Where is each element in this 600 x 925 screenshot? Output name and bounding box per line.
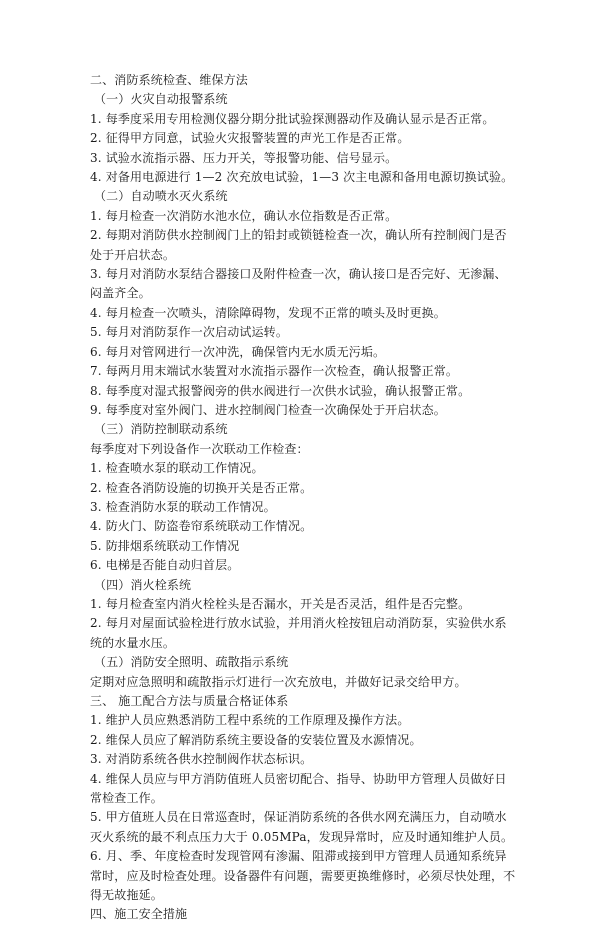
text-line: 4. 每月检查一次喷头，清除障碍物，发现不正常的喷头及时更换。 [90,305,446,320]
subsection-heading: （四）消火栓系统 [94,577,192,592]
text-line: 5. 防排烟系统联动工作情况 [90,538,240,553]
text-line: 1. 维护人员应熟悉消防工程中系统的工作原理及操作方法。 [90,713,410,728]
text-line: 4. 维保人员应与甲方消防值班人员密切配合、指导、协助甲方管理人员做好日 [90,771,507,786]
text-line: 3. 检查消防水泵的联动工作情况。 [90,499,276,514]
text-line: 3. 试验水流指示器、压力开关，等报警功能、信号显示。 [90,150,398,165]
text-line: 2. 检查各消防设施的切换开关是否正常。 [90,480,313,495]
text-line: 定期对应急照明和疏散指示灯进行一次充放电，并做好记录交给甲方。 [90,674,467,689]
text-line: 每季度对下列设备作一次联动工作检查： [90,441,309,456]
text-line: 3. 每月对消防水泵结合器接口及附件检查一次，确认接口是否完好、无渗漏、 [90,267,507,282]
text-line: 8. 每季度对湿式报警阀旁的供水阀进行一次供水试验，确认报警正常。 [90,383,471,398]
text-line: 2. 每月对屋面试验栓进行放水试验，并用消火栓按钮启动消防泵，实验供水系 [90,616,507,631]
text-line: 9. 每季度对室外阀门、进水控制阀门检查一次确保处于开启状态。 [90,402,446,417]
document-body [90,71,522,925]
text-line: 1. 每月检查一次消防水池水位，确认水位指数是否正常。 [90,208,398,223]
text-line: 得无故拖延。 [90,888,163,903]
text-line: 6. 电梯是否能自动归首层。 [90,558,240,573]
text-line: 5. 每月对消防泵作一次启动试运转。 [90,325,288,340]
text-line: 2. 征得甲方同意，试验火灾报警装置的声光工作是否正常。 [90,131,410,146]
text-line: 4. 防火门、防盗卷帘系统联动工作情况。 [90,519,313,534]
text-line: 3. 对消防系统各供水控制阀作状态标识。 [90,752,313,767]
section-heading: 三、 施工配合方法与质量合格证体系 [90,694,289,708]
text-line: 常检查工作。 [90,791,163,806]
subsection-heading: （一）火灾自动报警系统 [94,92,228,107]
text-line: 1. 检查喷水泵的联动工作情况。 [90,461,264,476]
subsection-heading: （三）消防控制联动系统 [94,422,228,437]
text-line: 常时，应及时检查处理。设备器件有问题，需要更换维修时，必须尽快处理，不 [90,868,516,883]
text-line: 2. 维保人员应了解消防系统主要设备的安装位置及水源情况。 [90,732,422,747]
text-line: 统的水量水压。 [90,635,176,650]
subsection-heading: （五）消防安全照明、疏散指示系统 [94,655,289,670]
text-line: 7. 每两月用末端试水装置对水流指示器作一次检查，确认报警正常。 [90,364,459,379]
text-line: 5. 甲方值班人员在日常巡查时，保证消防系统的各供水网充满压力，自动喷水 [90,810,507,825]
text-line: 处于开启状态。 [90,247,176,262]
section-heading: 四、施工安全措施 [90,907,188,922]
text-line: 6. 月、季、年度检查时发现管网有渗漏、阻滞或接到甲方管理人员通知系统异 [90,849,507,864]
text-line: 4. 对备用电源进行 1—2 次充放电试验，1—3 次主电源和备用电源切换试验。 [90,170,514,185]
text-line: 1. 每季度采用专用检测仪器分期分批试验探测器动作及确认显示是否正常。 [90,111,495,126]
text-line: 灭火系统的最不利点压力大于 0.05MPa，发现异常时，应及时通知维护人员。 [90,829,514,844]
text-line: 2. 每期对消防供水控制阀门上的铅封或锁链检查一次，确认所有控制阀门是否 [90,228,507,243]
text-line: 1. 每月检查室内消火栓栓头是否漏水，开关是否灵活，组件是否完整。 [90,596,471,611]
section-heading: 二、消防系统检查、维保方法 [90,73,248,87]
text-line: 闷盖齐全。 [90,286,151,301]
subsection-heading: （二）自动喷水灭火系统 [94,189,228,204]
text-line: 6. 每月对管网进行一次冲洗，确保管内无水质无污垢。 [90,344,386,359]
